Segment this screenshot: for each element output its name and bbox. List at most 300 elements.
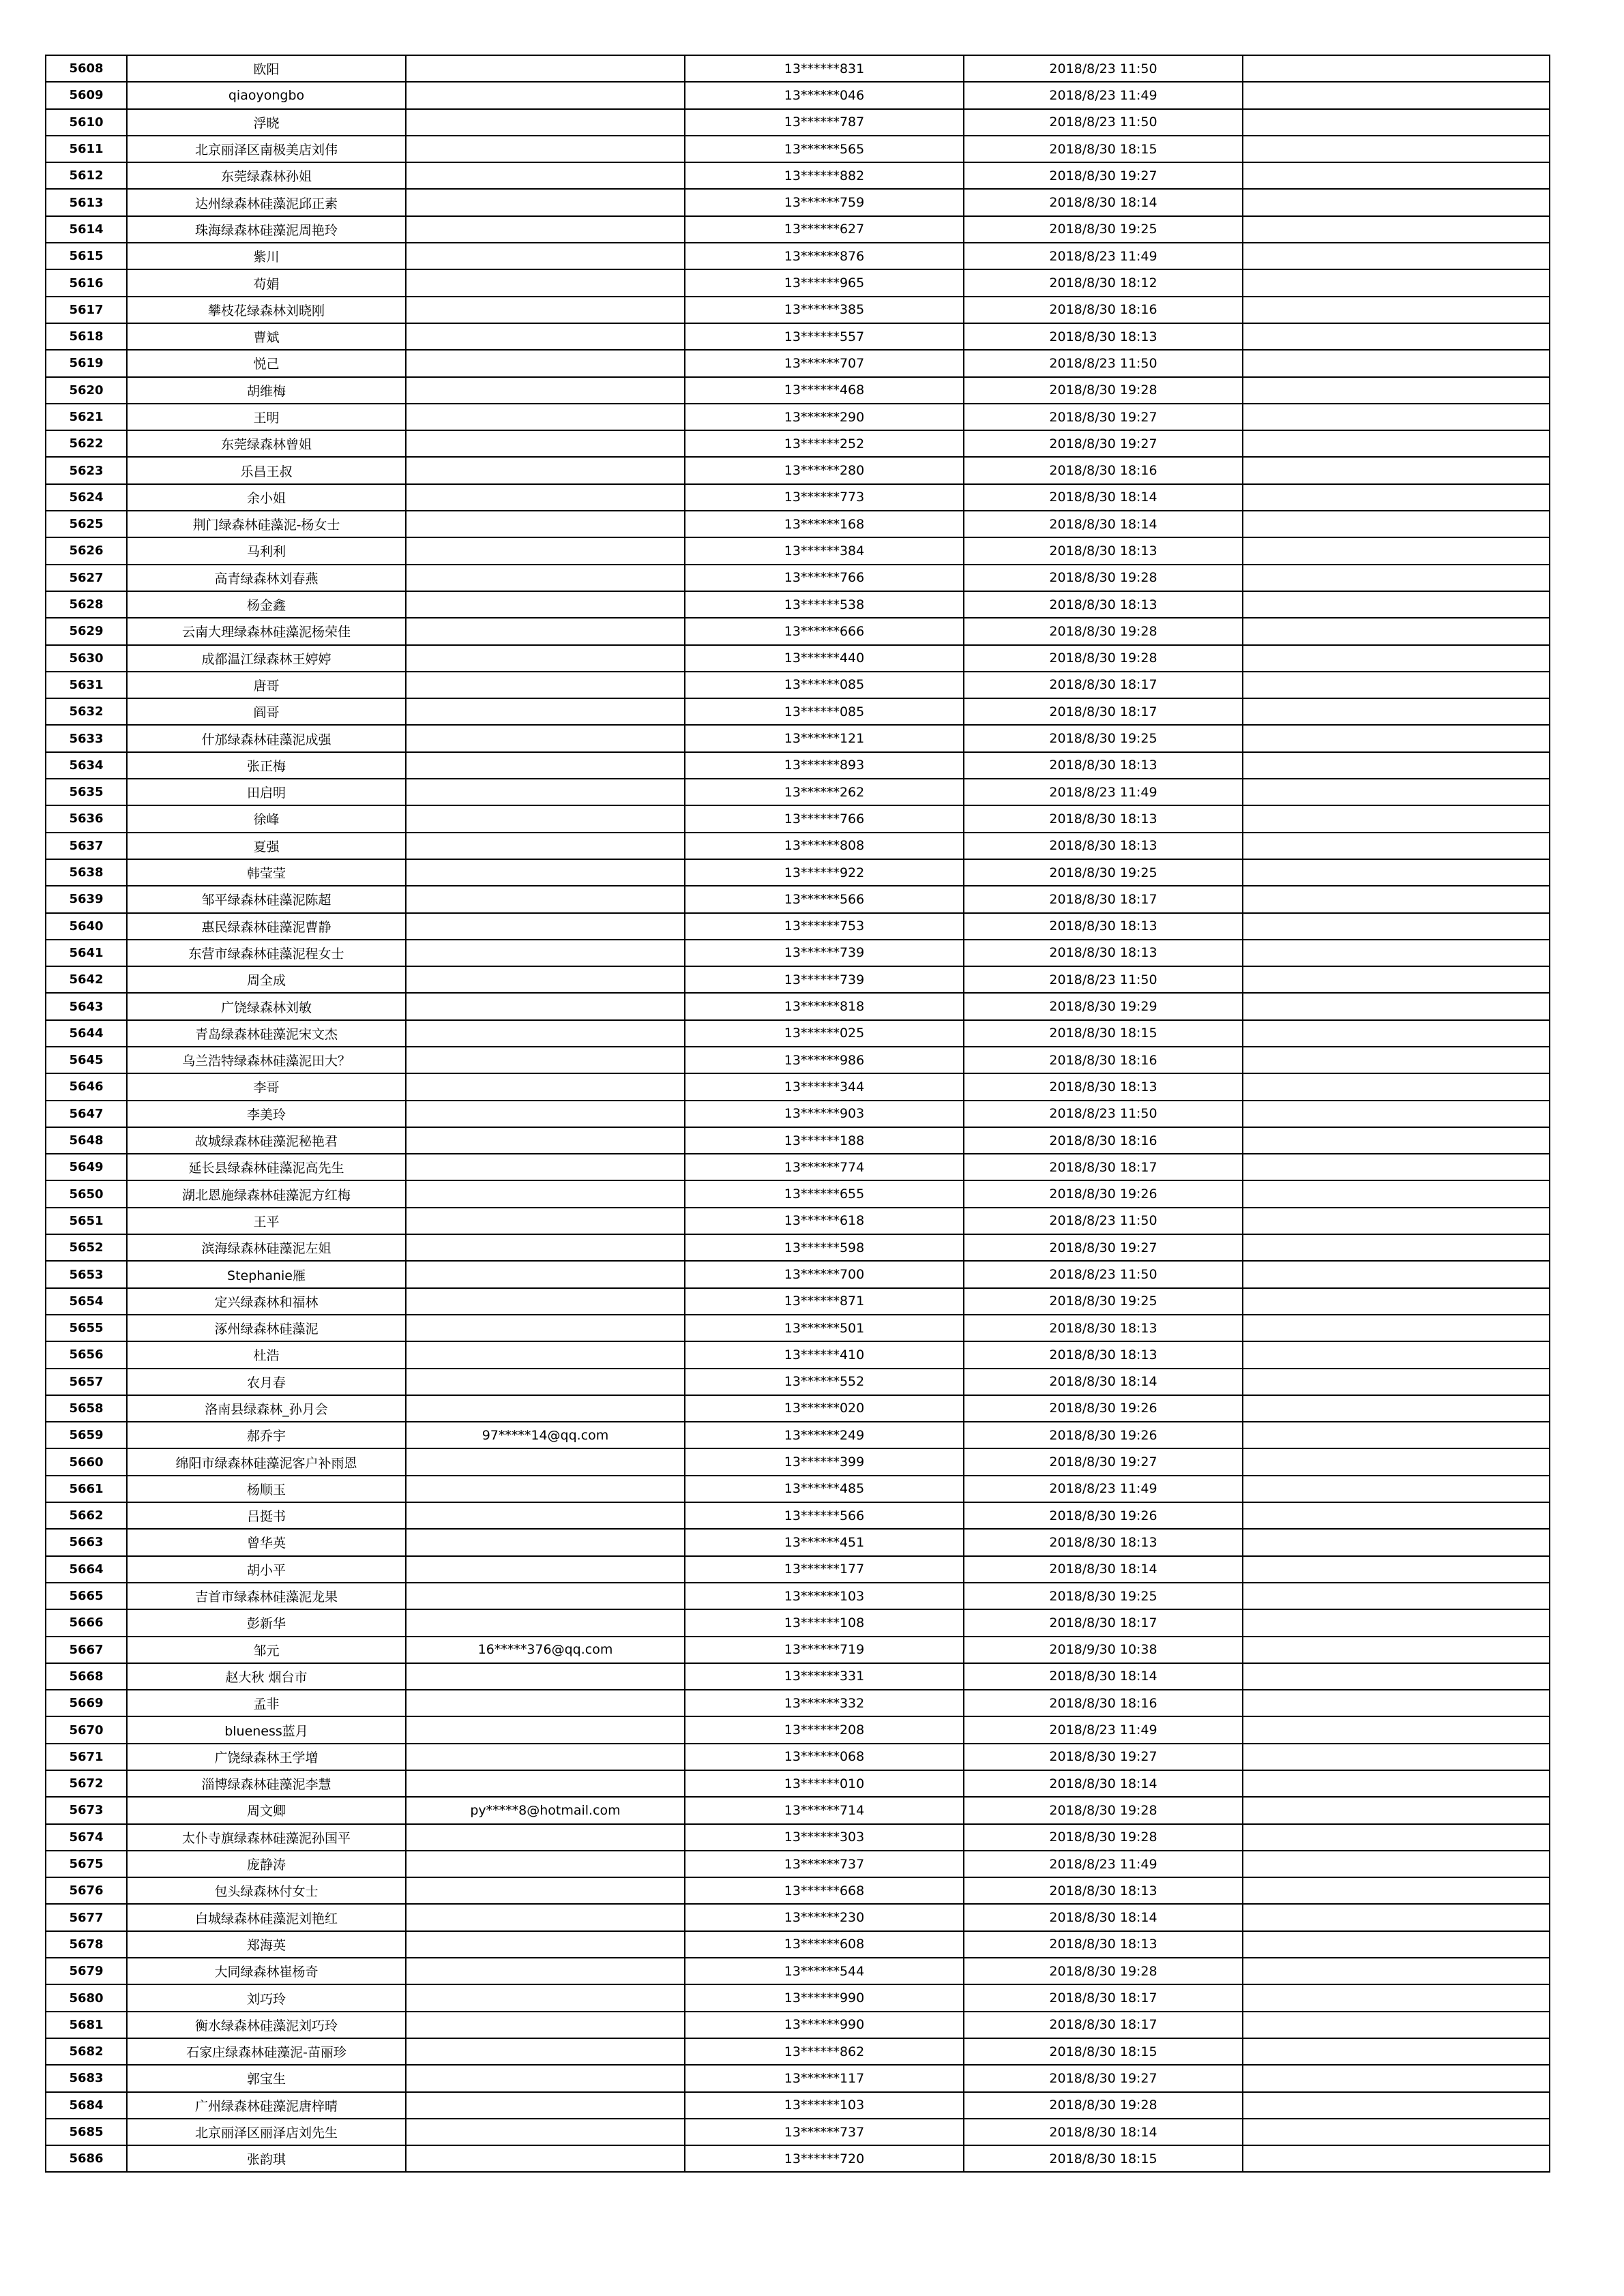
email-cell <box>406 1744 685 1770</box>
table-row <box>46 1529 1550 1555</box>
row-id: 5609 <box>46 82 127 108</box>
time-cell: 2018/8/30 18:14 <box>964 1770 1243 1797</box>
email-cell <box>406 1690 685 1716</box>
phone-cell: 13******753 <box>685 913 964 940</box>
time-cell: 2018/8/30 19:25 <box>964 1288 1243 1315</box>
table-row <box>46 1101 1550 1127</box>
row-id: 5660 <box>46 1448 127 1475</box>
time-cell: 2018/8/30 19:28 <box>964 618 1243 644</box>
phone-cell: 13******737 <box>685 1851 964 1877</box>
phone-cell: 13******598 <box>685 1234 964 1261</box>
row-id: 5625 <box>46 511 127 537</box>
table-row <box>46 1369 1550 1395</box>
phone-cell: 13******068 <box>685 1744 964 1770</box>
row-id: 5635 <box>46 779 127 805</box>
customer-name: 悦己 <box>127 350 406 376</box>
extra-cell <box>1243 940 1550 966</box>
table-row <box>46 1261 1550 1287</box>
email-cell <box>406 1315 685 1341</box>
extra-cell <box>1243 457 1550 483</box>
email-cell <box>406 1047 685 1073</box>
extra-cell <box>1243 1877 1550 1904</box>
customer-name: 广州绿森林硅藻泥唐梓晴 <box>127 2092 406 2119</box>
table-row <box>46 859 1550 886</box>
row-id: 5665 <box>46 1583 127 1609</box>
table-row <box>46 1556 1550 1583</box>
table-row <box>46 511 1550 537</box>
table-row <box>46 1904 1550 1930</box>
phone-cell: 13******618 <box>685 1208 964 1234</box>
table-row <box>46 1744 1550 1770</box>
table-row <box>46 698 1550 725</box>
table-row <box>46 913 1550 940</box>
row-id: 5683 <box>46 2065 127 2091</box>
table-row <box>46 565 1550 591</box>
time-cell: 2018/8/30 18:16 <box>964 1690 1243 1716</box>
time-cell: 2018/8/30 19:27 <box>964 1234 1243 1261</box>
row-id: 5644 <box>46 1020 127 1047</box>
email-cell <box>406 1180 685 1207</box>
time-cell: 2018/8/30 19:27 <box>964 162 1243 189</box>
table-row <box>46 1020 1550 1047</box>
customer-name: 什邡绿森林硅藻泥成强 <box>127 725 406 751</box>
email-cell <box>406 511 685 537</box>
table-row <box>46 833 1550 859</box>
extra-cell <box>1243 484 1550 511</box>
extra-cell <box>1243 1851 1550 1877</box>
time-cell: 2018/9/30 10:38 <box>964 1637 1243 1663</box>
extra-cell <box>1243 2038 1550 2065</box>
extra-cell <box>1243 136 1550 162</box>
extra-cell <box>1243 1744 1550 1770</box>
row-id: 5655 <box>46 1315 127 1341</box>
customer-name: 广饶绿森林王学增 <box>127 1744 406 1770</box>
table-row <box>46 1637 1550 1663</box>
phone-cell: 13******666 <box>685 618 964 644</box>
table-row <box>46 752 1550 779</box>
extra-cell <box>1243 1448 1550 1475</box>
phone-cell: 13******700 <box>685 1261 964 1287</box>
phone-cell: 13******025 <box>685 1020 964 1047</box>
email-cell <box>406 1770 685 1797</box>
row-id: 5664 <box>46 1556 127 1583</box>
time-cell: 2018/8/23 11:50 <box>964 55 1243 82</box>
extra-cell <box>1243 1476 1550 1502</box>
time-cell: 2018/8/23 11:50 <box>964 1101 1243 1127</box>
time-cell: 2018/8/23 11:49 <box>964 1851 1243 1877</box>
table-row <box>46 1208 1550 1234</box>
customer-name: 赵大秋 烟台市 <box>127 1663 406 1690</box>
table-row <box>46 55 1550 82</box>
time-cell: 2018/8/30 19:27 <box>964 2065 1243 2091</box>
extra-cell <box>1243 1180 1550 1207</box>
extra-cell <box>1243 1690 1550 1716</box>
email-cell <box>406 1476 685 1502</box>
phone-cell: 13******188 <box>685 1127 964 1154</box>
phone-cell: 13******965 <box>685 269 964 296</box>
time-cell: 2018/8/30 19:28 <box>964 565 1243 591</box>
extra-cell <box>1243 1315 1550 1341</box>
email-cell <box>406 1556 685 1583</box>
phone-cell: 13******831 <box>685 55 964 82</box>
table-row <box>46 1395 1550 1422</box>
customer-name: 白城绿森林硅藻泥刘艳红 <box>127 1904 406 1930</box>
phone-cell: 13******552 <box>685 1369 964 1395</box>
phone-cell: 13******303 <box>685 1824 964 1851</box>
email-cell <box>406 1020 685 1047</box>
customer-name: 曹斌 <box>127 323 406 350</box>
time-cell: 2018/8/23 11:49 <box>964 1716 1243 1743</box>
extra-cell <box>1243 1556 1550 1583</box>
email-cell <box>406 1716 685 1743</box>
time-cell: 2018/8/30 18:17 <box>964 2012 1243 2038</box>
row-id: 5662 <box>46 1502 127 1529</box>
extra-cell <box>1243 1422 1550 1448</box>
table-row <box>46 2012 1550 2038</box>
email-cell <box>406 377 685 404</box>
extra-cell <box>1243 1369 1550 1395</box>
customer-name: 夏强 <box>127 833 406 859</box>
customer-name: 郭宝生 <box>127 2065 406 2091</box>
extra-cell <box>1243 833 1550 859</box>
row-id: 5637 <box>46 833 127 859</box>
table-row <box>46 1984 1550 2011</box>
row-id: 5624 <box>46 484 127 511</box>
customer-name: 韩莹莹 <box>127 859 406 886</box>
table-row <box>46 672 1550 698</box>
email-cell <box>406 618 685 644</box>
extra-cell <box>1243 297 1550 323</box>
table-row <box>46 2145 1550 2172</box>
table-row <box>46 1154 1550 1180</box>
table-row <box>46 1127 1550 1154</box>
table-row <box>46 1476 1550 1502</box>
customer-name: 东莞绿森林曾姐 <box>127 430 406 457</box>
email-cell <box>406 779 685 805</box>
row-id: 5679 <box>46 1958 127 1984</box>
time-cell: 2018/8/30 19:28 <box>964 2092 1243 2119</box>
email-cell <box>406 430 685 457</box>
email-cell <box>406 1073 685 1100</box>
extra-cell <box>1243 269 1550 296</box>
email-cell <box>406 1448 685 1475</box>
phone-cell: 13******903 <box>685 1101 964 1127</box>
extra-cell <box>1243 1154 1550 1180</box>
time-cell: 2018/8/30 18:14 <box>964 511 1243 537</box>
row-id: 5620 <box>46 377 127 404</box>
phone-cell: 13******986 <box>685 1047 964 1073</box>
phone-cell: 13******566 <box>685 886 964 912</box>
table-row <box>46 1663 1550 1690</box>
table-row <box>46 1315 1550 1341</box>
customer-name: 达州绿森林硅藻泥邱正素 <box>127 189 406 215</box>
email-cell <box>406 1958 685 1984</box>
time-cell: 2018/8/30 18:14 <box>964 189 1243 215</box>
customer-name: 杨顺玉 <box>127 1476 406 1502</box>
extra-cell <box>1243 805 1550 832</box>
customer-name: 郝乔宇 <box>127 1422 406 1448</box>
extra-cell <box>1243 350 1550 376</box>
email-cell: 16*****376@qq.com <box>406 1637 685 1663</box>
email-cell <box>406 1101 685 1127</box>
time-cell: 2018/8/30 19:29 <box>964 993 1243 1019</box>
email-cell <box>406 993 685 1019</box>
phone-cell: 13******262 <box>685 779 964 805</box>
row-id: 5631 <box>46 672 127 698</box>
time-cell: 2018/8/30 18:14 <box>964 1663 1243 1690</box>
row-id: 5678 <box>46 1931 127 1958</box>
email-cell <box>406 350 685 376</box>
phone-cell: 13******538 <box>685 591 964 618</box>
row-id: 5677 <box>46 1904 127 1930</box>
table-row <box>46 1073 1550 1100</box>
phone-cell: 13******544 <box>685 1958 964 1984</box>
row-id: 5684 <box>46 2092 127 2119</box>
time-cell: 2018/8/30 18:14 <box>964 1369 1243 1395</box>
row-id: 5674 <box>46 1824 127 1851</box>
email-cell <box>406 1663 685 1690</box>
customer-name: 攀枝花绿森林刘晓刚 <box>127 297 406 323</box>
extra-cell <box>1243 1341 1550 1368</box>
customer-name: 洛南县绿森林_孙月会 <box>127 1395 406 1422</box>
extra-cell <box>1243 404 1550 430</box>
extra-cell <box>1243 1609 1550 1636</box>
table-row <box>46 1716 1550 1743</box>
table-row <box>46 484 1550 511</box>
phone-cell: 13******808 <box>685 833 964 859</box>
time-cell: 2018/8/30 18:13 <box>964 833 1243 859</box>
phone-cell: 13******451 <box>685 1529 964 1555</box>
phone-cell: 13******252 <box>685 430 964 457</box>
customer-name: 东营市绿森林硅藻泥程女士 <box>127 940 406 966</box>
time-cell: 2018/8/30 18:15 <box>964 1020 1243 1047</box>
email-cell <box>406 323 685 350</box>
table-row <box>46 1609 1550 1636</box>
table-row <box>46 966 1550 993</box>
time-cell: 2018/8/30 18:13 <box>964 940 1243 966</box>
phone-cell: 13******468 <box>685 377 964 404</box>
time-cell: 2018/8/30 18:16 <box>964 1047 1243 1073</box>
email-cell <box>406 565 685 591</box>
email-cell: py*****8@hotmail.com <box>406 1797 685 1823</box>
phone-cell: 13******737 <box>685 2119 964 2145</box>
time-cell: 2018/8/30 18:13 <box>964 1931 1243 1958</box>
email-cell <box>406 1583 685 1609</box>
extra-cell <box>1243 698 1550 725</box>
customer-name: 张正梅 <box>127 752 406 779</box>
phone-cell: 13******739 <box>685 940 964 966</box>
extra-cell <box>1243 1716 1550 1743</box>
table-row <box>46 2065 1550 2091</box>
phone-cell: 13******290 <box>685 404 964 430</box>
time-cell: 2018/8/30 18:14 <box>964 1556 1243 1583</box>
time-cell: 2018/8/30 18:14 <box>964 2119 1243 2145</box>
email-cell <box>406 136 685 162</box>
row-id: 5646 <box>46 1073 127 1100</box>
row-id: 5618 <box>46 323 127 350</box>
phone-cell: 13******719 <box>685 1637 964 1663</box>
row-id: 5616 <box>46 269 127 296</box>
time-cell: 2018/8/23 11:49 <box>964 243 1243 269</box>
email-cell <box>406 1154 685 1180</box>
row-id: 5680 <box>46 1984 127 2011</box>
email-cell <box>406 216 685 243</box>
customer-name: 滨海绿森林硅藻泥左姐 <box>127 1234 406 1261</box>
email-cell <box>406 55 685 82</box>
customer-name: 苟娟 <box>127 269 406 296</box>
customer-name: 云南大理绿森林硅藻泥杨荣佳 <box>127 618 406 644</box>
row-id: 5643 <box>46 993 127 1019</box>
extra-cell <box>1243 993 1550 1019</box>
email-cell <box>406 913 685 940</box>
phone-cell: 13******117 <box>685 2065 964 2091</box>
extra-cell <box>1243 2092 1550 2119</box>
email-cell <box>406 752 685 779</box>
row-id: 5642 <box>46 966 127 993</box>
time-cell: 2018/8/30 18:17 <box>964 1984 1243 2011</box>
phone-cell: 13******399 <box>685 1448 964 1475</box>
row-id: 5622 <box>46 430 127 457</box>
extra-cell <box>1243 1234 1550 1261</box>
email-cell <box>406 725 685 751</box>
row-id: 5615 <box>46 243 127 269</box>
time-cell: 2018/8/30 18:13 <box>964 1073 1243 1100</box>
phone-cell: 13******922 <box>685 859 964 886</box>
email-cell: 97*****14@qq.com <box>406 1422 685 1448</box>
extra-cell <box>1243 565 1550 591</box>
customer-name: 石家庄绿森林硅藻泥-苗丽珍 <box>127 2038 406 2065</box>
customer-name: 杜浩 <box>127 1341 406 1368</box>
table-row <box>46 323 1550 350</box>
time-cell: 2018/8/30 19:28 <box>964 1824 1243 1851</box>
phone-cell: 13******384 <box>685 537 964 564</box>
customer-name: 吉首市绿森林硅藻泥龙果 <box>127 1583 406 1609</box>
table-row <box>46 297 1550 323</box>
row-id: 5613 <box>46 189 127 215</box>
table-row <box>46 1422 1550 1448</box>
email-cell <box>406 1824 685 1851</box>
time-cell: 2018/8/30 18:13 <box>964 1315 1243 1341</box>
phone-cell: 13******108 <box>685 1609 964 1636</box>
customer-name: 湖北恩施绿森林硅藻泥方红梅 <box>127 1180 406 1207</box>
extra-cell <box>1243 618 1550 644</box>
extra-cell <box>1243 537 1550 564</box>
time-cell: 2018/8/30 19:25 <box>964 859 1243 886</box>
extra-cell <box>1243 1208 1550 1234</box>
row-id: 5682 <box>46 2038 127 2065</box>
time-cell: 2018/8/30 19:28 <box>964 377 1243 404</box>
table-row <box>46 1931 1550 1958</box>
email-cell <box>406 966 685 993</box>
customer-name: 涿州绿森林硅藻泥 <box>127 1315 406 1341</box>
row-id: 5645 <box>46 1047 127 1073</box>
extra-cell <box>1243 1637 1550 1663</box>
phone-cell: 13******565 <box>685 136 964 162</box>
phone-cell: 13******010 <box>685 1770 964 1797</box>
table-row <box>46 243 1550 269</box>
phone-cell: 13******990 <box>685 1984 964 2011</box>
customer-name: 青岛绿森林硅藻泥宋文杰 <box>127 1020 406 1047</box>
customer-name: 庞静涛 <box>127 1851 406 1877</box>
email-cell <box>406 2038 685 2065</box>
phone-cell: 13******608 <box>685 1931 964 1958</box>
phone-cell: 13******103 <box>685 1583 964 1609</box>
extra-cell <box>1243 859 1550 886</box>
table-row <box>46 1502 1550 1529</box>
customer-name: 东莞绿森林孙姐 <box>127 162 406 189</box>
extra-cell <box>1243 109 1550 136</box>
time-cell: 2018/8/30 18:13 <box>964 1529 1243 1555</box>
customer-name: 故城绿森林硅藻泥秘艳君 <box>127 1127 406 1154</box>
row-id: 5612 <box>46 162 127 189</box>
customer-name: 郑海英 <box>127 1931 406 1958</box>
row-id: 5608 <box>46 55 127 82</box>
table-row <box>46 1877 1550 1904</box>
time-cell: 2018/8/30 18:17 <box>964 886 1243 912</box>
row-id: 5663 <box>46 1529 127 1555</box>
email-cell <box>406 1208 685 1234</box>
time-cell: 2018/8/30 18:17 <box>964 698 1243 725</box>
extra-cell <box>1243 1824 1550 1851</box>
customer-name: 彭新华 <box>127 1609 406 1636</box>
email-cell <box>406 591 685 618</box>
extra-cell <box>1243 1288 1550 1315</box>
table-row <box>46 1047 1550 1073</box>
customer-name: 胡小平 <box>127 1556 406 1583</box>
email-cell <box>406 1395 685 1422</box>
table-row <box>46 1797 1550 1823</box>
extra-cell <box>1243 2065 1550 2091</box>
email-cell <box>406 1609 685 1636</box>
email-cell <box>406 537 685 564</box>
time-cell: 2018/8/30 19:26 <box>964 1180 1243 1207</box>
extra-cell <box>1243 243 1550 269</box>
table-row <box>46 109 1550 136</box>
phone-cell: 13******331 <box>685 1663 964 1690</box>
email-cell <box>406 940 685 966</box>
customer-name: 成都温江绿森林王婷婷 <box>127 645 406 672</box>
customer-name: 农月春 <box>127 1369 406 1395</box>
table-row <box>46 189 1550 215</box>
phone-cell: 13******103 <box>685 2092 964 2119</box>
email-cell <box>406 162 685 189</box>
email-cell <box>406 698 685 725</box>
customer-table <box>45 55 1550 2173</box>
extra-cell <box>1243 377 1550 404</box>
extra-cell <box>1243 323 1550 350</box>
time-cell: 2018/8/30 18:13 <box>964 752 1243 779</box>
email-cell <box>406 189 685 215</box>
row-id: 5628 <box>46 591 127 618</box>
phone-cell: 13******121 <box>685 725 964 751</box>
customer-name: 王明 <box>127 404 406 430</box>
time-cell: 2018/8/30 18:15 <box>964 2145 1243 2172</box>
row-id: 5626 <box>46 537 127 564</box>
table-row <box>46 1234 1550 1261</box>
time-cell: 2018/8/30 18:13 <box>964 323 1243 350</box>
email-cell <box>406 805 685 832</box>
row-id: 5654 <box>46 1288 127 1315</box>
extra-cell <box>1243 1958 1550 1984</box>
phone-cell: 13******707 <box>685 350 964 376</box>
table-row <box>46 1341 1550 1368</box>
table-row <box>46 162 1550 189</box>
table-row <box>46 457 1550 483</box>
extra-cell <box>1243 1047 1550 1073</box>
email-cell <box>406 2119 685 2145</box>
row-id: 5634 <box>46 752 127 779</box>
email-cell <box>406 1261 685 1287</box>
